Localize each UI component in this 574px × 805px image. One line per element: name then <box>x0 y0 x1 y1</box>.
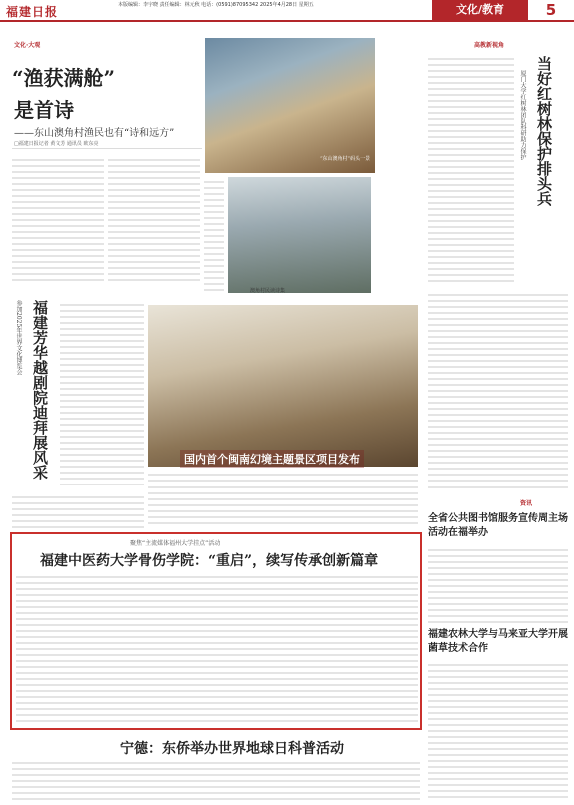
photo-caption: “东山澳角村”码头一景 <box>320 156 371 162</box>
body-text-block <box>12 758 420 802</box>
vertical-headline-mangrove: 当好红树林保护排头兵 <box>535 56 553 206</box>
body-text-block <box>428 545 568 625</box>
info-headline-1: 全省公共图书馆服务宣传周主场活动在福举办 <box>428 513 568 538</box>
page-number: 5 <box>545 1 557 19</box>
vertical-headline-opera: 福建芳华越剧院迪拜展风采 <box>31 300 49 480</box>
fishing-village-photo <box>205 38 375 173</box>
vertical-subheadline: 厦门大学红树林团队科研助力保护 <box>519 70 526 160</box>
body-text-block <box>108 155 200 285</box>
bottom-headline: 福建中医药大学骨伤学院：“重启”，续写传承创新篇章 <box>40 553 379 569</box>
body-text-block <box>428 290 568 490</box>
headline-line-1: “渔获满舱” <box>12 66 116 90</box>
newspaper-logo: 福建日报 <box>6 5 59 19</box>
body-text-block <box>12 492 144 528</box>
header-rule <box>0 20 574 22</box>
subheadline: ——东山澳角村渔民也有“诗和远方” <box>14 128 175 139</box>
vertical-subheadline: 参加2025年世界文化博览会 <box>15 300 22 376</box>
divider <box>12 148 202 149</box>
kicker: 聚焦“主流媒体福州大学挂点”活动 <box>130 540 221 547</box>
body-text-block <box>148 470 418 528</box>
info-headline-2: 福建农林大学与马来亚大学开展菌草技术合作 <box>428 629 568 654</box>
body-text-block <box>428 54 514 284</box>
body-text-block <box>204 177 224 293</box>
section-tag: 文化/教育 <box>432 0 528 20</box>
info-label: 资讯 <box>520 500 533 507</box>
theme-park-launch-photo <box>148 305 418 467</box>
headline-line-2: 是首诗 <box>14 98 74 122</box>
photo-caption: 澳角村民读诗集 <box>250 288 286 294</box>
body-text-block <box>16 572 418 724</box>
body-text-block <box>60 300 144 485</box>
villagers-reading-photo <box>228 177 371 293</box>
body-text-block <box>428 660 568 800</box>
photo-headline: 国内首个闽南幻境主题景区项目发布 <box>180 450 364 468</box>
body-text-block <box>12 155 104 285</box>
edition-meta: 本版编辑：李宇晓 责任编辑：林元秋 电话：(0591)87095342 2025年4月28日 星期五 <box>118 2 314 8</box>
byline: □福建日报记者 黄文芳 通讯员 欧东亮 <box>14 141 99 147</box>
column-label-higher-ed: 高教新视角 <box>474 42 505 49</box>
second-headline: 宁德：东侨举办世界地球日科普活动 <box>120 741 344 757</box>
column-label-culture: 文化·大观 <box>14 42 41 49</box>
